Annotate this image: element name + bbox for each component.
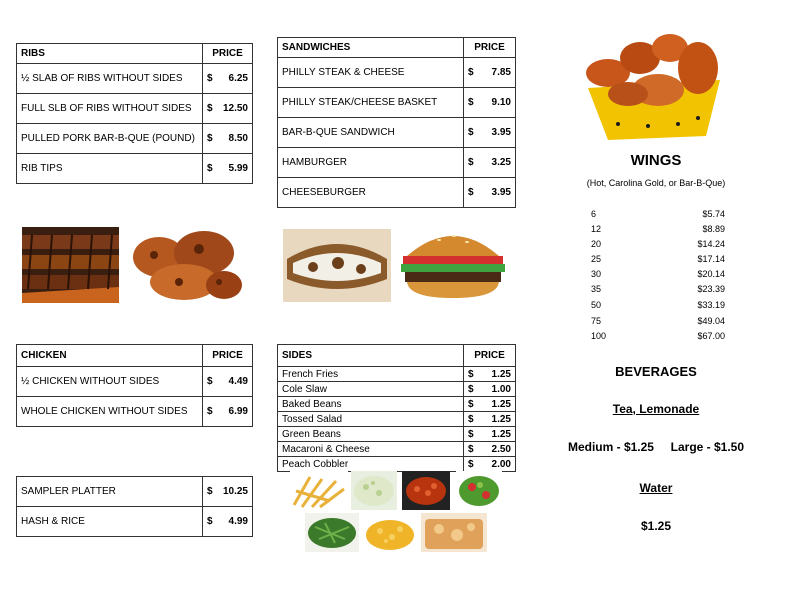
- currency-symbol: $: [207, 376, 213, 387]
- currency-symbol: $: [207, 73, 213, 84]
- wings-price-row: [591, 239, 725, 249]
- wings-price: $8.89: [702, 224, 725, 234]
- wings-price: $49.04: [697, 316, 725, 326]
- wings-subtitle: (Hot, Carolina Gold, or Bar-B-Que): [586, 178, 726, 188]
- currency-symbol: $: [468, 398, 474, 410]
- chicken-item-price: 4.49: [228, 376, 248, 387]
- currency-symbol: $: [468, 187, 474, 198]
- ribs-price-header: PRICE: [203, 44, 253, 64]
- wings-count: 50: [591, 300, 602, 310]
- wings-count: 75: [591, 316, 602, 326]
- currency-symbol: $: [468, 458, 474, 470]
- side-item-price: 2.00: [491, 458, 511, 470]
- sandwich-item-name: CHEESEBURGER: [278, 178, 464, 208]
- wings-title: WINGS: [630, 152, 682, 169]
- tossed-salad-photo: [456, 471, 502, 510]
- beverages-sizes: Medium - $1.25 Large - $1.50: [567, 440, 745, 454]
- ribs-item-name: PULLED PORK BAR-B-QUE (POUND): [17, 124, 203, 154]
- sandwich-item-price: 3.25: [491, 157, 511, 168]
- extra-item-price: 4.99: [228, 516, 248, 527]
- sandwiches-title: SANDWICHES: [278, 38, 464, 58]
- chicken-item-price: 6.99: [228, 406, 248, 417]
- extras-table: [16, 476, 253, 537]
- ribs-item-name: RIB TIPS: [17, 154, 203, 184]
- ribs-item-name: FULL SLB OF RIBS WITHOUT SIDES: [17, 94, 203, 124]
- wings-price-row: [591, 331, 725, 341]
- grilled-chicken-photo: [129, 227, 246, 303]
- wings-count: 100: [591, 331, 607, 341]
- side-item-name: Cole Slaw: [278, 382, 464, 397]
- sandwich-item-price: 7.85: [491, 67, 511, 78]
- wings-price: $5.74: [702, 209, 725, 219]
- sides-title: SIDES: [278, 345, 464, 367]
- sides-table: [277, 344, 516, 472]
- wings-price: $17.14: [697, 254, 725, 264]
- side-item-price: 1.25: [491, 398, 511, 410]
- macaroni-cheese-photo: [364, 513, 416, 552]
- chicken-item-name: ½ CHICKEN WITHOUT SIDES: [17, 367, 203, 397]
- side-item-name: Green Beans: [278, 427, 464, 442]
- side-item-name: French Fries: [278, 367, 464, 382]
- wings-count: 30: [591, 269, 602, 279]
- side-item-price: 2.50: [491, 443, 511, 455]
- extra-item-name: HASH & RICE: [17, 507, 203, 537]
- currency-symbol: $: [468, 157, 474, 168]
- wings-price-row: [591, 316, 725, 326]
- sandwich-item-price: 9.10: [491, 97, 511, 108]
- currency-symbol: $: [468, 67, 474, 78]
- wings-basket-photo: [578, 28, 730, 144]
- beverages-title: BEVERAGES: [615, 364, 697, 379]
- extra-item-name: SAMPLER PLATTER: [17, 477, 203, 507]
- sandwich-item-price: 3.95: [491, 127, 511, 138]
- sandwich-item-name: PHILLY STEAK & CHEESE: [278, 58, 464, 88]
- currency-symbol: $: [468, 383, 474, 395]
- chicken-table: [16, 344, 253, 427]
- ribs-item-name: ½ SLAB OF RIBS WITHOUT SIDES: [17, 64, 203, 94]
- baked-beans-photo: [402, 471, 450, 510]
- green-beans-photo: [305, 513, 359, 552]
- currency-symbol: $: [468, 368, 474, 380]
- wings-count: 25: [591, 254, 602, 264]
- currency-symbol: $: [207, 486, 213, 497]
- side-item-name: Tossed Salad: [278, 412, 464, 427]
- currency-symbol: $: [468, 127, 474, 138]
- wings-price-row: [591, 300, 725, 310]
- side-item-price: 1.00: [491, 383, 511, 395]
- side-item-name: Baked Beans: [278, 397, 464, 412]
- side-item-price: 1.25: [491, 413, 511, 425]
- chicken-item-name: WHOLE CHICKEN WITHOUT SIDES: [17, 397, 203, 427]
- wings-price: $33.19: [697, 300, 725, 310]
- ribs-table: [16, 43, 253, 184]
- side-item-price: 1.25: [491, 428, 511, 440]
- sandwich-item-name: BAR-B-QUE SANDWICH: [278, 118, 464, 148]
- wings-price-row: [591, 224, 725, 234]
- ribs-title: RIBS: [17, 44, 203, 64]
- sandwich-item-name: HAMBURGER: [278, 148, 464, 178]
- wings-price-row: [591, 254, 725, 264]
- beverages-tea-lemonade: Tea, Lemonade: [612, 402, 700, 416]
- currency-symbol: $: [207, 516, 213, 527]
- sandwich-item-name: PHILLY STEAK/CHEESE BASKET: [278, 88, 464, 118]
- wings-price: $14.24: [697, 239, 725, 249]
- ribs-item-price: 5.99: [228, 163, 248, 174]
- ribs-item-price: 6.25: [228, 73, 248, 84]
- cole-slaw-photo: [351, 471, 397, 510]
- sandwich-item-price: 3.95: [491, 187, 511, 198]
- currency-symbol: $: [468, 97, 474, 108]
- currency-symbol: $: [207, 406, 213, 417]
- sides-price-header: PRICE: [464, 345, 516, 367]
- side-item-name: Macaroni & Cheese: [278, 442, 464, 457]
- chicken-price-header: PRICE: [203, 345, 253, 367]
- wings-price-row: [591, 269, 725, 279]
- wings-price: $67.00: [697, 331, 725, 341]
- extra-item-price: 10.25: [222, 486, 248, 497]
- sandwiches-table: [277, 37, 516, 208]
- wings-price-row: [591, 284, 725, 294]
- french-fries-photo: [290, 471, 348, 510]
- ribs-item-price: 8.50: [228, 133, 248, 144]
- beverages-water: Water: [639, 481, 673, 495]
- wings-price: $20.14: [697, 269, 725, 279]
- wings-count: 12: [591, 224, 602, 234]
- wings-count: 20: [591, 239, 602, 249]
- beverages-water-price: $1.25: [640, 519, 672, 533]
- side-item-name: Peach Cobbler: [278, 457, 464, 472]
- currency-symbol: $: [468, 428, 474, 440]
- hamburger-photo: [399, 222, 507, 302]
- side-item-price: 1.25: [491, 368, 511, 380]
- wings-price: $23.39: [697, 284, 725, 294]
- wings-count: 6: [591, 209, 597, 219]
- chicken-title: CHICKEN: [17, 345, 203, 367]
- currency-symbol: $: [207, 163, 213, 174]
- philly-steak-photo: [283, 229, 391, 302]
- ribs-item-price: 12.50: [222, 103, 248, 114]
- currency-symbol: $: [207, 133, 213, 144]
- wings-price-row: [591, 209, 725, 219]
- currency-symbol: $: [468, 443, 474, 455]
- sandwiches-price-header: PRICE: [464, 38, 516, 58]
- currency-symbol: $: [468, 413, 474, 425]
- ribs-photo: [22, 227, 119, 303]
- wings-count: 35: [591, 284, 602, 294]
- currency-symbol: $: [207, 103, 213, 114]
- peach-cobbler-photo: [421, 513, 487, 552]
